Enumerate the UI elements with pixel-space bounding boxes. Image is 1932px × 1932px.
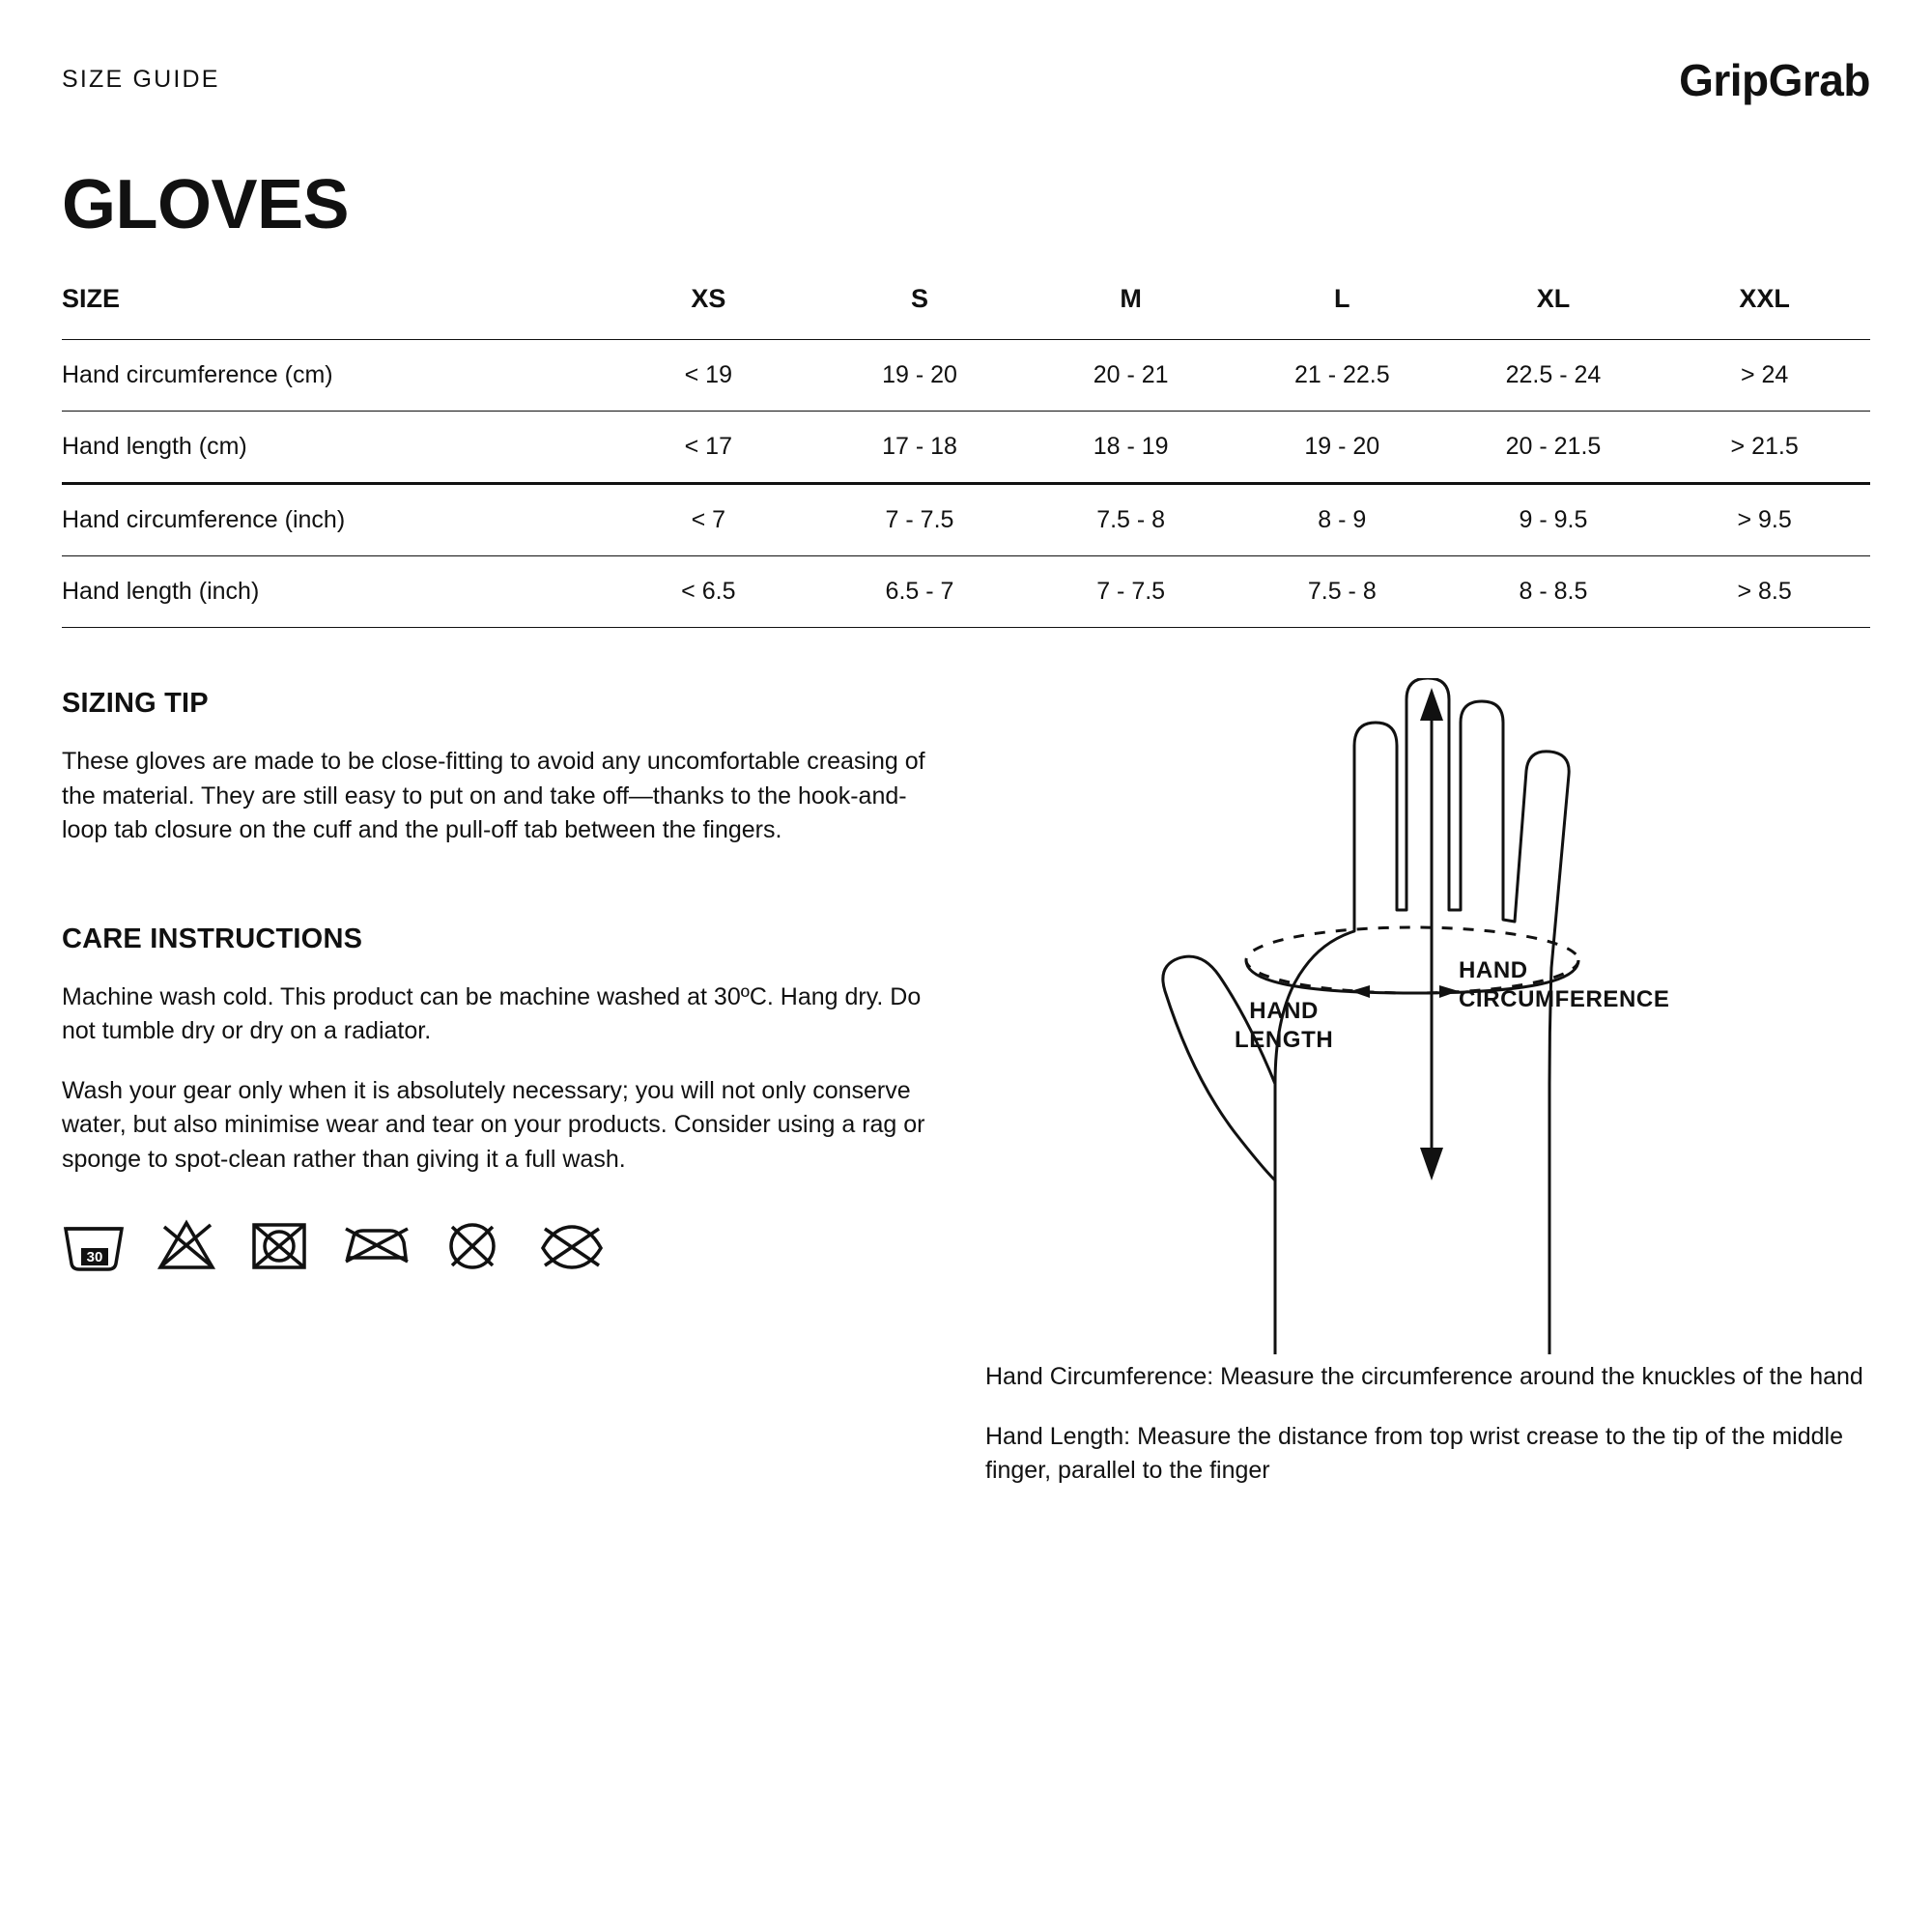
column-header-xl: XL — [1536, 284, 1571, 313]
row-label: Hand circumference (inch) — [62, 506, 346, 533]
hand-length-label-line1: HAND — [1249, 998, 1319, 1024]
brand-logo: GripGrab — [1679, 55, 1870, 105]
cell-value: 20 - 21 — [1093, 361, 1169, 388]
cell-value: 7 - 7.5 — [1096, 578, 1166, 605]
row-label: Hand length (inch) — [62, 578, 260, 605]
table-row — [62, 484, 1870, 556]
care-paragraph-2: Wash your gear only when it is absolutely necessary; you will not only conserve water, but also minimise wear and tear on your products. Consider using a rag or sponge to spot-clean rather than giving it a full wash. — [62, 1076, 925, 1173]
row-label: Hand circumference (cm) — [62, 361, 333, 388]
cell-value: < 7 — [691, 506, 726, 533]
table-header-row — [62, 280, 1870, 340]
cell-value: > 21.5 — [1730, 433, 1799, 460]
do-not-iron-icon — [340, 1215, 412, 1273]
hand-length-label — [1235, 997, 1333, 1055]
cell-value: < 19 — [684, 361, 732, 388]
hand-illustration — [985, 678, 1870, 1354]
table-row — [62, 412, 1870, 484]
hand-diagram — [985, 678, 1870, 1354]
row-label: Hand length (cm) — [62, 433, 247, 460]
note-circumference: Hand Circumference: Measure the circumference around the knuckles of the hand — [985, 1363, 1863, 1390]
wash-30-icon — [62, 1215, 126, 1273]
note-length: Hand Length: Measure the distance from top wrist crease to the tip of the middle finger, parallel to the finger — [985, 1422, 1843, 1484]
cell-value: < 6.5 — [681, 578, 736, 605]
info-column — [62, 688, 931, 1514]
sizing-tip-heading: SIZING TIP — [62, 688, 209, 719]
hand-circumference-label-line1: HAND — [1459, 957, 1528, 983]
do-not-tumble-dry-icon — [247, 1215, 311, 1273]
care-symbols — [62, 1215, 931, 1273]
lower-content — [62, 688, 1870, 1514]
cell-value: 6.5 - 7 — [885, 578, 954, 605]
cell-value: 20 - 21.5 — [1505, 433, 1602, 460]
do-not-bleach-icon — [155, 1215, 218, 1273]
table-row — [62, 556, 1870, 628]
column-header-xs: XS — [691, 284, 726, 313]
cell-value: 8 - 8.5 — [1519, 578, 1588, 605]
column-header-size: SIZE — [62, 284, 121, 313]
care-instructions-heading: CARE INSTRUCTIONS — [62, 923, 363, 954]
cell-value: 7.5 - 8 — [1096, 506, 1166, 533]
measurement-notes — [985, 1360, 1870, 1489]
cell-value: 19 - 20 — [882, 361, 957, 388]
column-header-xxl: XXL — [1739, 284, 1790, 313]
cell-value: < 17 — [684, 433, 732, 460]
cell-value: 7.5 - 8 — [1307, 578, 1377, 605]
kicker-label: SIZE GUIDE — [62, 66, 220, 93]
cell-value: > 9.5 — [1737, 506, 1792, 533]
hand-length-label-line2: LENGTH — [1235, 1027, 1334, 1053]
cell-value: > 8.5 — [1737, 578, 1792, 605]
do-not-wring-icon — [440, 1215, 504, 1273]
page-title: GLOVES — [62, 166, 350, 243]
cell-value: 19 - 20 — [1304, 433, 1380, 460]
column-header-l: L — [1334, 284, 1350, 313]
cell-value: 8 - 9 — [1318, 506, 1367, 533]
care-paragraph-1: Machine wash cold. This product can be machine washed at 30ºC. Hang dry. Do not tumble dry or dry on a radiator. — [62, 982, 922, 1044]
page-header — [62, 55, 1870, 116]
diagram-column — [985, 688, 1870, 1514]
cell-value: 18 - 19 — [1093, 433, 1169, 460]
sizing-tip-text: These gloves are made to be close-fitting to avoid any uncomfortable creasing of the material. They are still easy to put on and take off—thanks to the hook-and-loop tab closure on the cuff and the pull-off tab between the fingers. — [62, 748, 925, 843]
table-row — [62, 340, 1870, 412]
cell-value: > 24 — [1740, 361, 1789, 388]
spacer — [62, 873, 931, 923]
cell-value: 17 - 18 — [882, 433, 957, 460]
column-header-s: S — [910, 284, 928, 313]
svg-text:30: 30 — [86, 1249, 103, 1265]
cell-value: 21 - 22.5 — [1293, 361, 1390, 388]
hand-circumference-label — [1459, 956, 1669, 1014]
cell-value: 22.5 - 24 — [1505, 361, 1602, 388]
hand-circumference-label-line2: CIRCUMFERENCE — [1459, 986, 1670, 1012]
cell-value: 7 - 7.5 — [885, 506, 954, 533]
cell-value: 9 - 9.5 — [1519, 506, 1588, 533]
do-not-dry-clean-icon — [533, 1215, 611, 1273]
size-table — [62, 280, 1870, 628]
column-header-m: M — [1120, 284, 1142, 313]
